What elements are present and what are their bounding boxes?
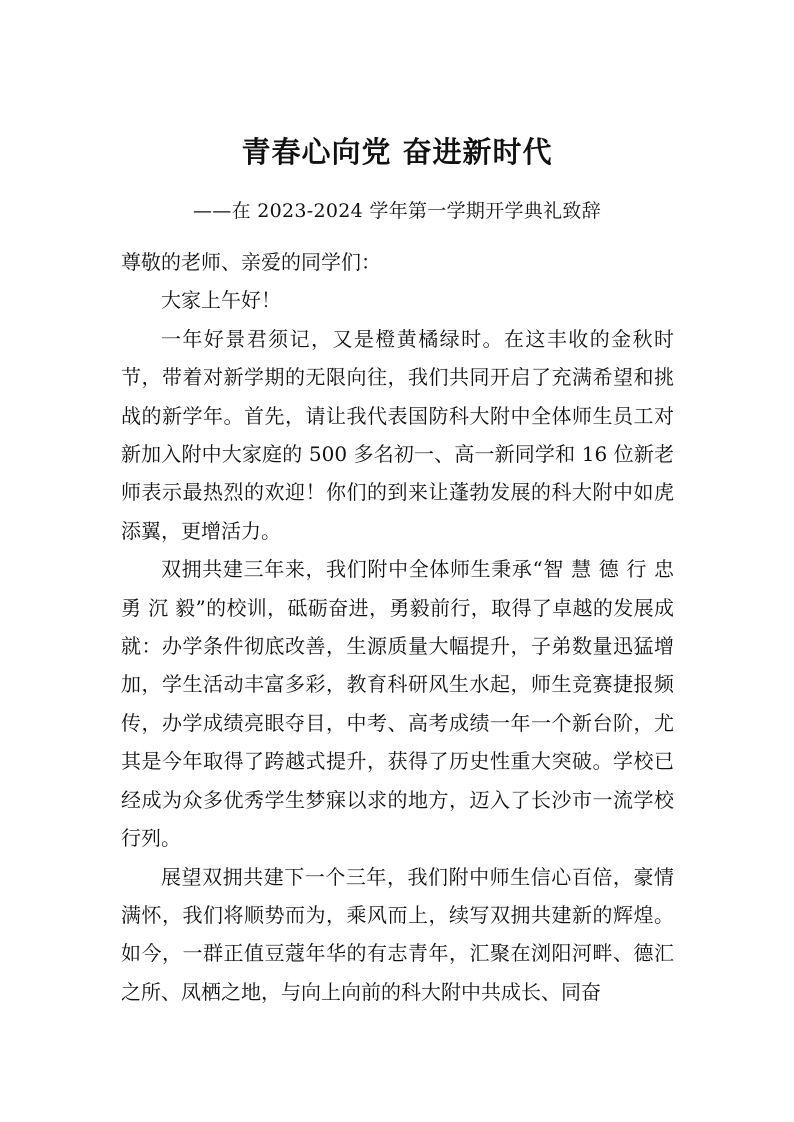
salutation: 尊敬的老师、亲爱的同学们： — [121, 250, 381, 274]
page-subtitle: ——在 2023-2024 学年第一学期开学典礼致辞 — [192, 200, 601, 222]
paragraph-greeting: 大家上午好！ — [161, 288, 281, 313]
paragraph-welcome: 一年好景君须记，又是橙黄橘绿时。在这丰收的金秋时节，带着对新学期的无限向往，我们共同开启了充满希望和挑战的新学年。首先，请让我代表国防科大附中全体师生员工对新加入附中大家庭的 500 多名初一、高一新同学和 16 位新老师表示最热烈的欢迎！你们的到来让蓬勃发展的科大附中如虎添翼，更增活力。 — [121, 326, 674, 543]
paragraph-achievements: 双拥共建三年来，我们附中全体师生秉承“智 慧 德 行 忠 勇 沉 毅”的校训，砥砺奋进，勇毅前行，取得了卓越的发展成就：办学条件彻底改善，生源质量大幅提升，子弟数量迅猛增加，学生活动丰富多彩，教育科研风生水起，师生竞赛捷报频传，办学成绩亮眼夺目，中考、高考成绩一年一个新台阶，尤其是今年取得了跨越式提升，获得了历史性重大突破。学校已经成为众多优秀学生梦寐以求的地方，迈入了长沙市一流学校行列。 — [121, 557, 674, 851]
page-title: 青春心向党 奋进新时代 — [241, 135, 553, 169]
paragraph-outlook: 展望双拥共建下一个三年，我们附中师生信心百倍，豪情满怀，我们将顺势而为，乘风而上，续写双拥共建新的辉煌。如今，一群正值豆蔻年华的有志青年，汇聚在浏阳河畔、德汇之所、凤栖之地，与向上向前的科大附中共成长、同奋 — [121, 864, 674, 1004]
document-body — [121, 243, 674, 1011]
